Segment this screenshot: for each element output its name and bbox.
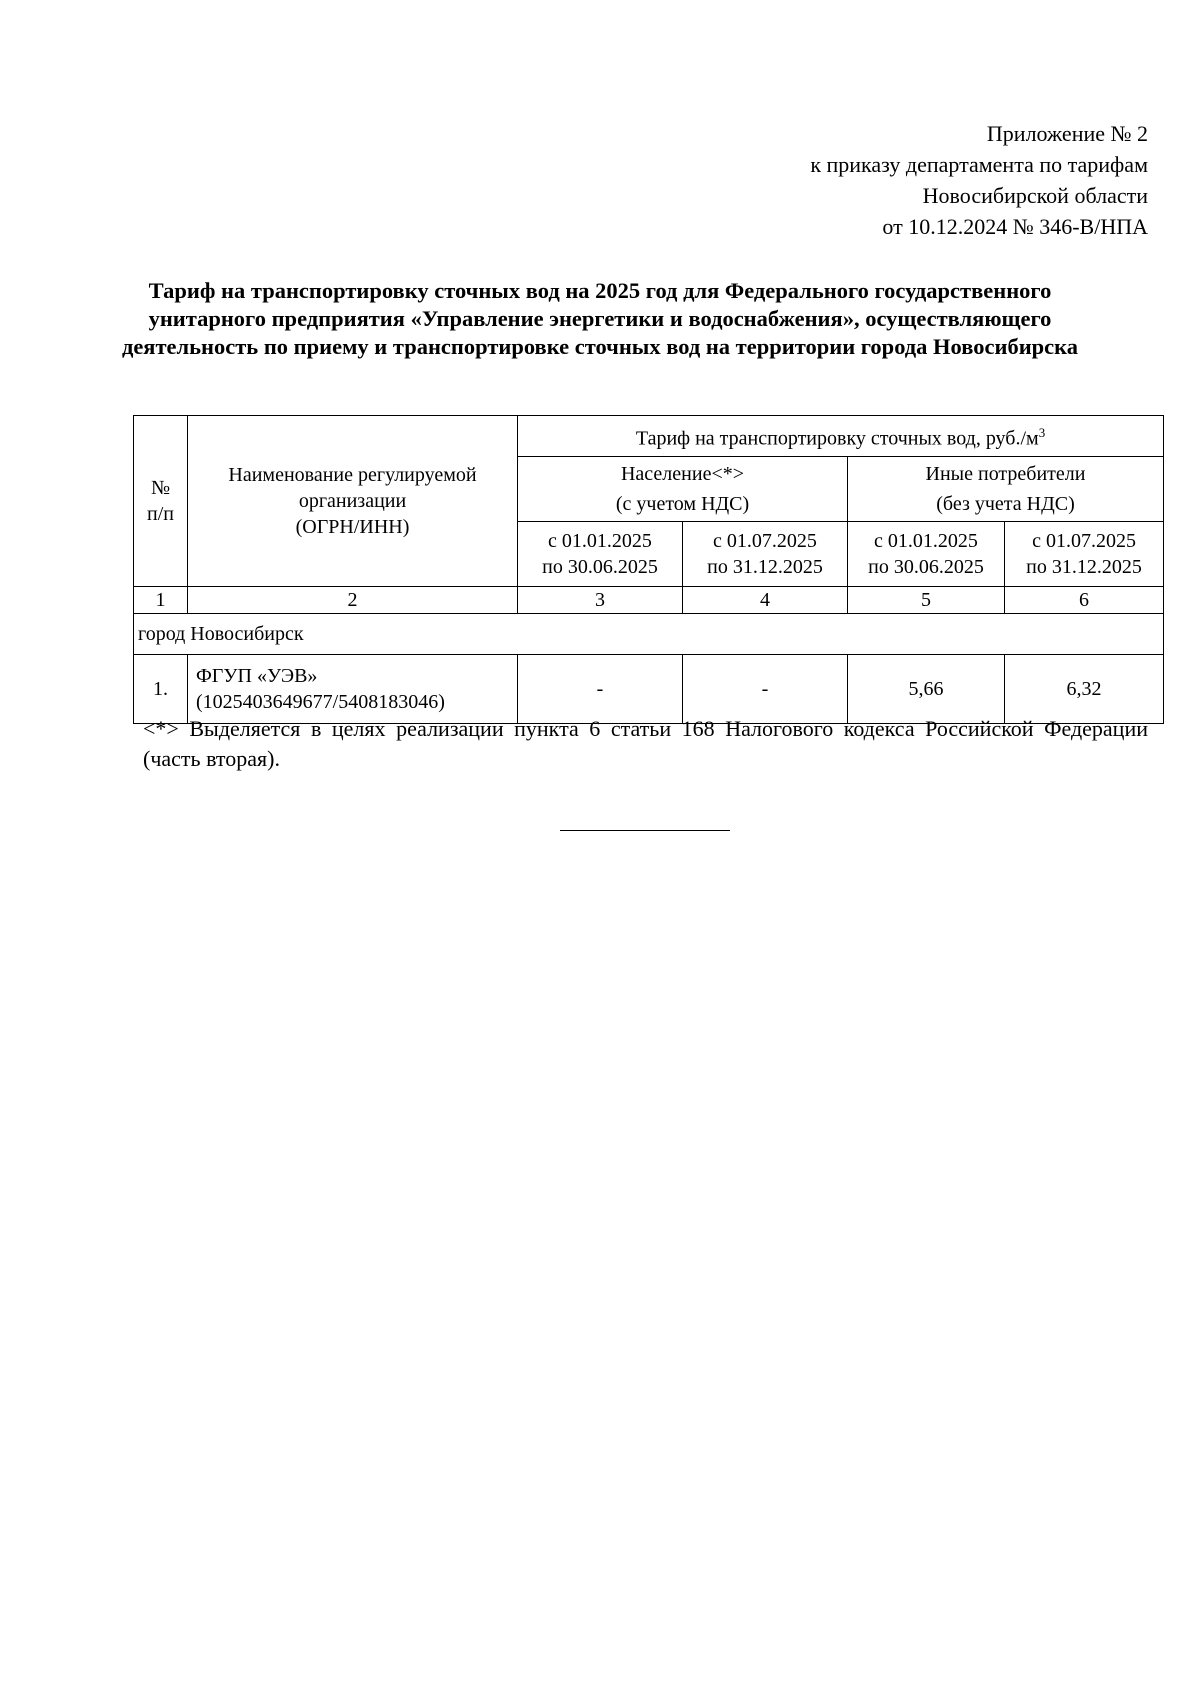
period-cell-1: [518, 522, 683, 587]
column-number: 6: [1005, 587, 1164, 614]
column-number: 3: [518, 587, 683, 614]
column-number: 5: [848, 587, 1005, 614]
row-value: -: [683, 655, 848, 724]
header-other-vat: (без учета НДС): [936, 493, 1075, 515]
row-value: -: [518, 655, 683, 724]
period-from: с 01.01.2025: [548, 530, 652, 552]
column-number: 1: [134, 587, 188, 614]
period-cell-4: [1005, 522, 1164, 587]
row-value: 6,32: [1005, 655, 1164, 724]
row-number: 1.: [134, 655, 188, 724]
header-population-cell: [518, 457, 848, 522]
header-other: Иные потребители: [925, 463, 1086, 485]
header-number-cell: [134, 416, 188, 587]
row-value: 5,66: [848, 655, 1005, 724]
column-number: 2: [188, 587, 518, 614]
appendix-line-4: от 10.12.2024 № 346-В/НПА: [882, 214, 1148, 239]
header-org-cell: [188, 416, 518, 587]
appendix-line-2: к приказу департамента по тарифам: [810, 152, 1148, 177]
period-to: по 31.12.2025: [707, 556, 823, 578]
header-tariff: Тариф на транспортировку сточных вод, руб./м: [635, 427, 1039, 450]
city-row: [134, 614, 1164, 655]
period-to: по 31.12.2025: [1026, 556, 1142, 578]
period-from: с 01.07.2025: [713, 530, 817, 552]
period-from: с 01.01.2025: [874, 530, 978, 552]
header-population: Население<*>: [620, 463, 745, 485]
closing-rule: [560, 830, 730, 831]
header-other-cell: [848, 457, 1164, 522]
period-cell-3: [848, 522, 1005, 587]
header-org-line-2: организации: [298, 490, 407, 512]
city-cell: город Новосибирск: [134, 614, 1164, 655]
period-cell-2: [683, 522, 848, 587]
footnote: <*> Выделяется в целях реализации пункта 6 статьи 168 Налогового кодекса Российской Федерации (часть вторая).: [143, 716, 1148, 771]
document-title: Тариф на транспортировку сточных вод на 2025 год для Федерального государственного унитарного предприятия «Управление энергетики и водоснабжения», осуществляющего деятельность по приему и транспортировке сточных вод на территории города Новосибирска: [121, 278, 1079, 359]
header-number: № п/п: [147, 477, 174, 525]
appendix-line-3: Новосибирской области: [922, 183, 1148, 208]
column-number-row: [134, 587, 1164, 614]
tariff-table: [133, 415, 1164, 724]
header-org-line-1: Наименование регулируемой: [228, 464, 477, 486]
row-org-name: ФГУП «УЭВ»: [196, 665, 318, 687]
appendix-line-1: Приложение № 2: [986, 121, 1148, 146]
appendix-block: [810, 118, 1148, 242]
header-org-line-3: (ОГРН/ИНН): [295, 516, 410, 538]
period-to: по 30.06.2025: [868, 556, 984, 578]
header-tariff-unit-sup: 3: [1038, 425, 1046, 441]
period-to: по 30.06.2025: [542, 556, 658, 578]
header-tariff-cell: [518, 416, 1164, 457]
row-org-ids: (1025403649677/5408183046): [196, 691, 445, 713]
period-from: с 01.07.2025: [1032, 530, 1136, 552]
header-population-vat: (с учетом НДС): [615, 493, 750, 515]
column-number: 4: [683, 587, 848, 614]
